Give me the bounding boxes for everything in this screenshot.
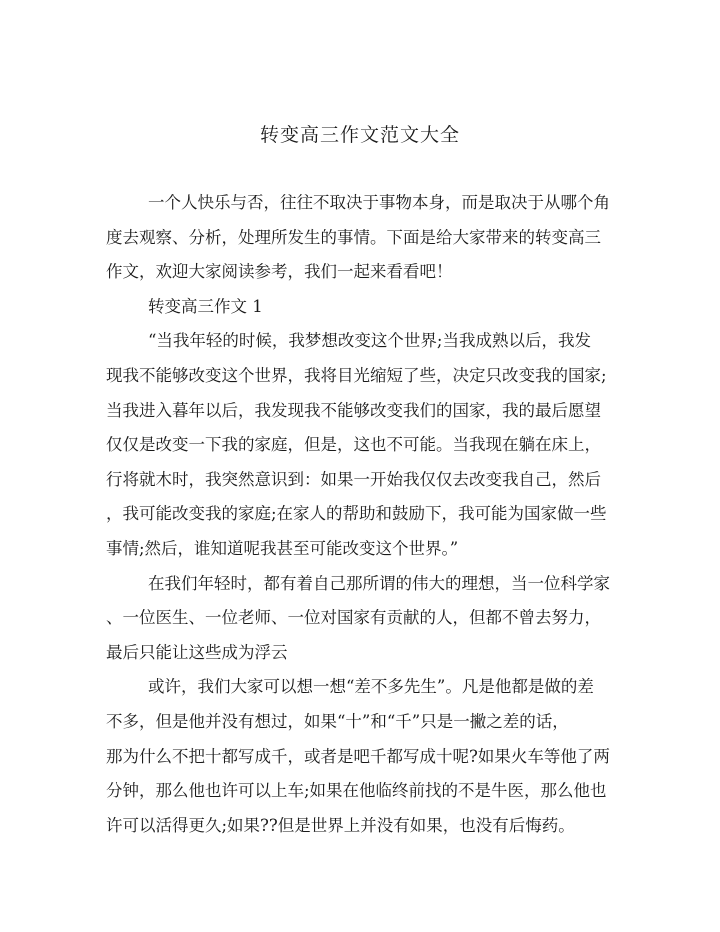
text-line: 或许，我们大家可以想一想“差不多先生”。凡是他都是做的差: [148, 677, 594, 697]
text-line: 当我进入暮年以后，我发现我不能够改变我们的国家，我的最后愿望: [106, 400, 601, 420]
text-line: 分钟，那么他也许可以上车;如果在他临终前找的不是牛医，那么他也: [106, 781, 607, 801]
text-line: 度去观察、分析，处理所发生的事情。下面是给大家带来的转变高三: [106, 227, 601, 247]
text-line: 、一位医生、一位老师、一位对国家有贡献的人，但都不曾去努力，: [106, 608, 601, 628]
text-line: 一个人快乐与否，往往不取决于事物本身，而是取决于从哪个角: [148, 193, 610, 212]
document-title: 转变高三作文范文大全: [259, 124, 460, 146]
text-line: 现我不能够改变这个世界，我将目光缩短了些，决定只改变我的国家;: [106, 365, 607, 385]
document-body: [106, 186, 618, 843]
text-line: 转变高三作文 1: [148, 296, 263, 316]
text-line: 许可以活得更久;如果??但是世界上并没有如果，也没有后悔药。: [106, 815, 575, 835]
text-line: 最后只能让这些成为浮云: [106, 642, 288, 662]
text-line: ，我可能改变我的家庭;在家人的帮助和鼓励下，我可能为国家做一些: [106, 504, 607, 524]
text-line: 事情;然后，谁知道呢我甚至可能改变这个世界。”: [106, 538, 459, 558]
text-line: 那为什么不把十都写成千，或者是吧千都写成十呢?如果火车等他了两: [106, 746, 610, 766]
text-line: 作文，欢迎大家阅读参考，我们一起来看看吧！: [106, 262, 453, 282]
text-line: 行将就木时，我突然意识到：如果一开始我仅仅去改变我自己，然后: [106, 469, 601, 489]
text-line: 不多，但是他并没有想过，如果“十”和“千”只是一撇之差的话，: [106, 711, 569, 731]
text-line: 仅仅是改变一下我的家庭，但是，这也不可能。当我现在躺在床上，: [106, 435, 601, 455]
text-line: “当我年轻的时候，我梦想改变这个世界;当我成熟以后，我发: [148, 331, 591, 351]
text-line: 在我们年轻时，都有着自己那所谓的伟大的理想，当一位科学家: [148, 573, 610, 593]
